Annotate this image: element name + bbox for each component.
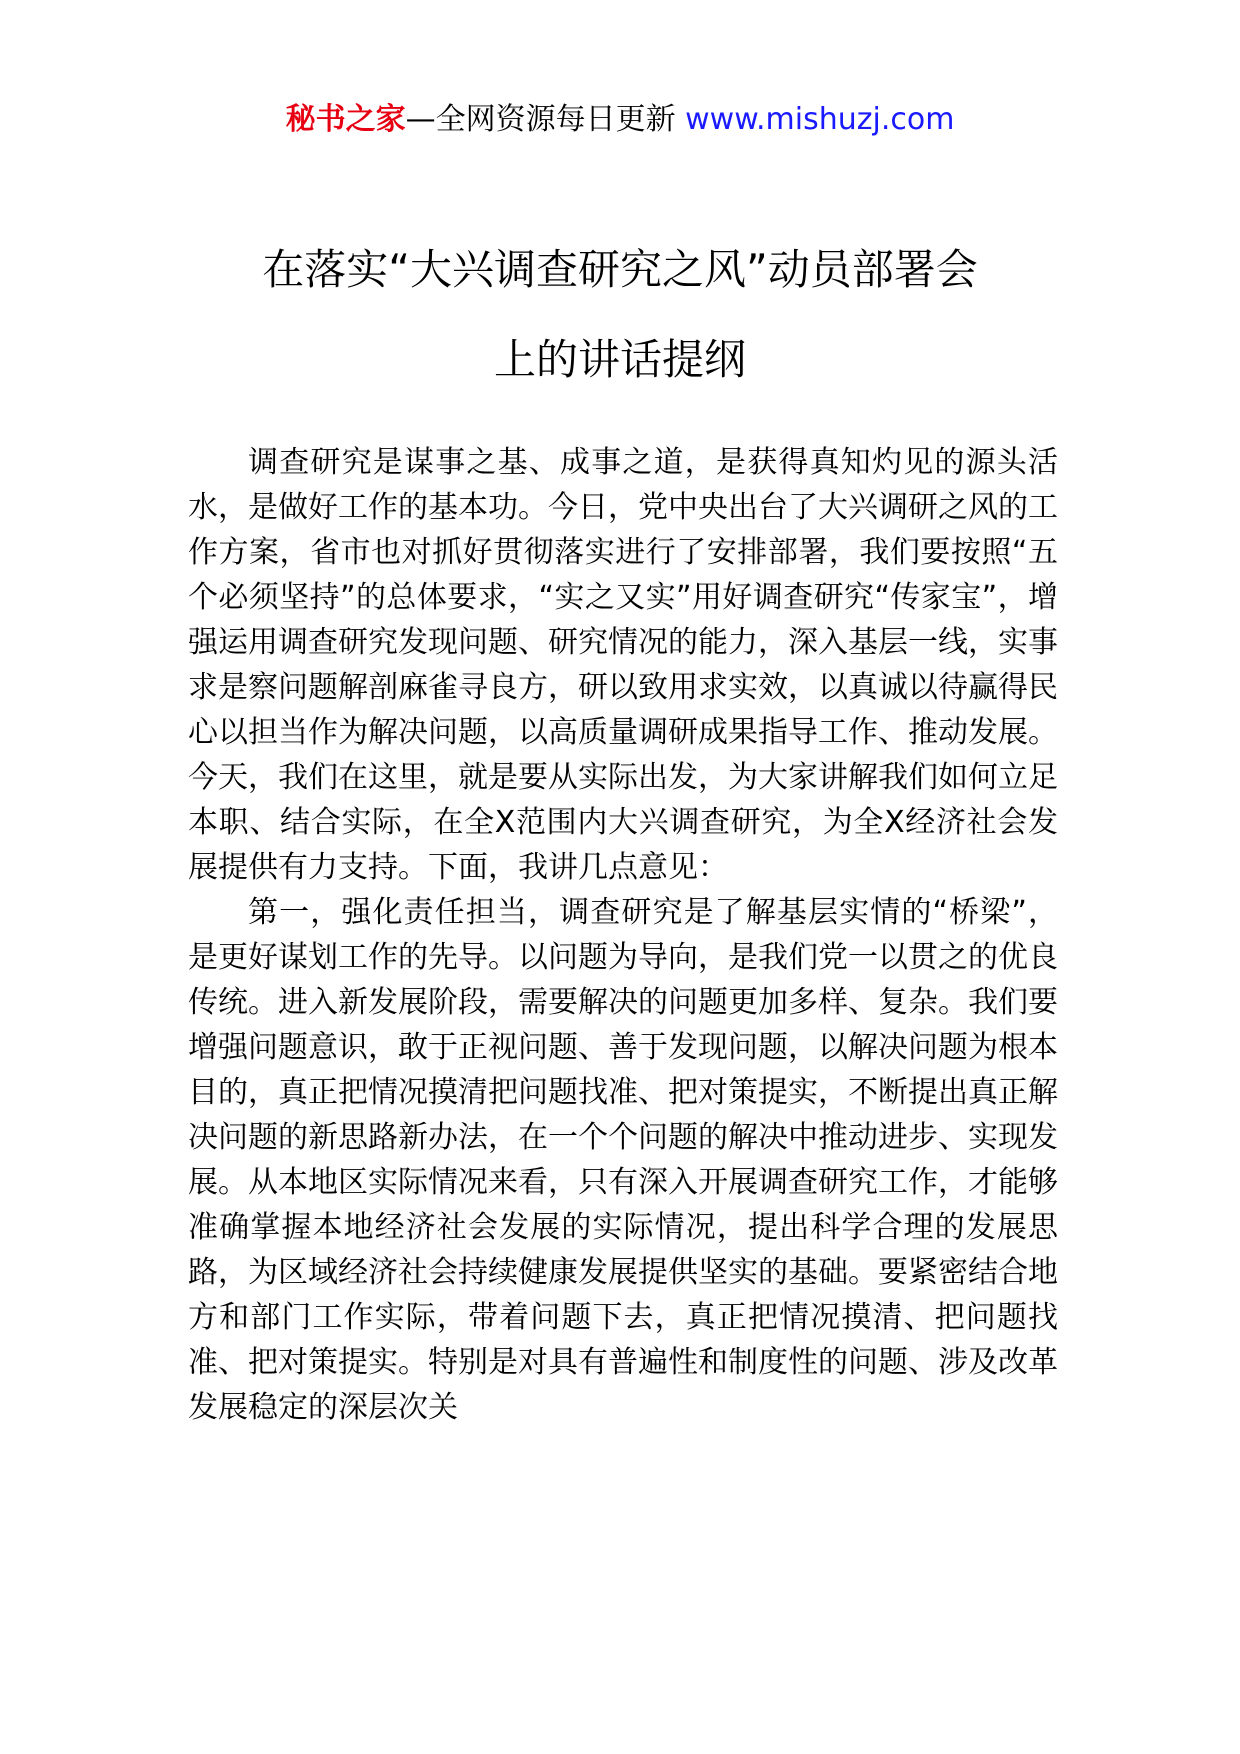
document-title bbox=[150, 225, 1090, 405]
brand-name: 秘书之家 bbox=[285, 102, 406, 137]
header-banner bbox=[0, 100, 1240, 140]
document-title-line-2: 上的讲话提纲 bbox=[493, 335, 746, 384]
paragraph-point-one: 第一，强化责任担当，调查研究是了解基层实情的“桥梁”，是更好谋划工作的先导。以问题为导向，是我们党一以贯之的优良传统。进入新发展阶段，需要解决的问题更加多样、复杂。我们要增强问题意识，敢于正视问题、善于发现问题，以解决问题为根本目的，真正把情况摸清把问题找准、把对策提实，不断提出真正解决问题的新思路新办法，在一个个问题的解决中推动进步、实现发展。从本地区实际情况来看，只有深入开展调查研究工作，才能够准确掌握本地经济社会发展的实际情况，提出科学合理的发展思路，为区域经济社会持续健康发展提供坚实的基础。要紧密结合地方和部门工作实际，带着问题下去，真正把情况摸清、把问题找准、把对策提实。特别是对具有普遍性和制度性的问题、涉及改革发展稳定的深层次关 bbox=[188, 895, 1058, 1425]
site-url-link[interactable]: www.mishuzj.com bbox=[685, 102, 955, 137]
paragraph-intro: 调查研究是谋事之基、成事之道，是获得真知灼见的源头活水，是做好工作的基本功。今日，党中央出台了大兴调研之风的工作方案，省市也对抓好贯彻落实进行了安排部署，我们要按照“五个必须坚持”的总体要求，“实之又实”用好调查研究“传家宝”，增强运用调查研究发现问题、研究情况的能力，深入基层一线，实事求是察问题解剖麻雀寻良方，研以致用求实效，以真诚以待赢得民心以担当作为解决问题，以高质量调研成果指导工作、推动发展。今天，我们在这里，就是要从实际出发，为大家讲解我们如何立足本职、结合实际，在全X范围内大兴调查研究，为全X经济社会发展提供有力支持。下面，我讲几点意见： bbox=[188, 445, 1058, 885]
document-title-line-1: 在落实“大兴调查研究之风”动员部署会 bbox=[262, 245, 978, 294]
header-tagline: —全网资源每日更新 bbox=[405, 102, 676, 137]
document-body bbox=[188, 440, 1058, 1430]
